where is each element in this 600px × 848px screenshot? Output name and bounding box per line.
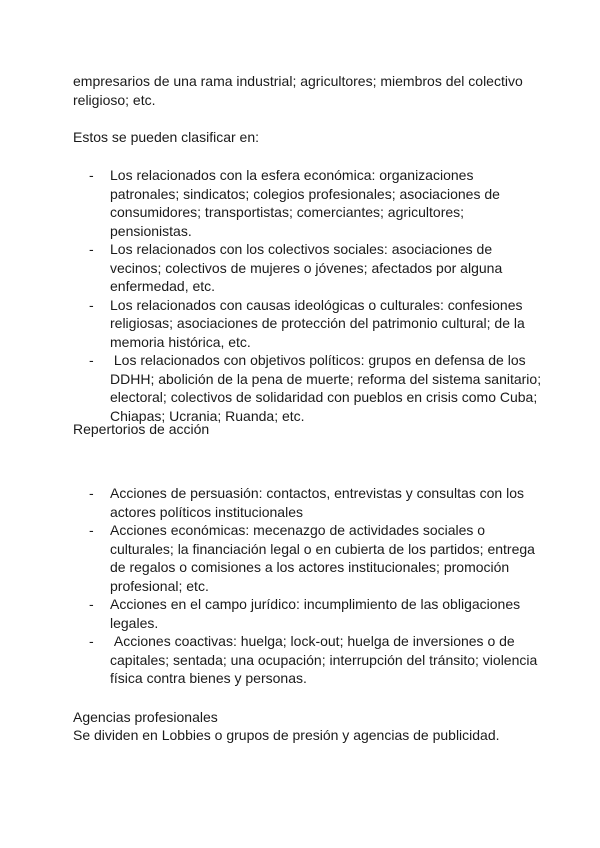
list-item-text: Acciones en el campo jurídico: incumplimiento de las obligaciones legales.	[110, 596, 521, 631]
agencies-text: Se dividen en Lobbies o grupos de presión y agencias de publicidad.	[73, 727, 500, 743]
repertoires-heading: Repertorios de acción	[73, 421, 210, 437]
list-item-text: Los relacionados con objetivos políticos: grupos en defensa de los DDHH; abolición de la pena de muerte; reforma del sistema sanitario; electoral; colectivos de solidaridad con pueblos en crisis como Cuba; Chiapas; Ucrania; Ruanda; etc.	[110, 352, 545, 424]
list-item	[73, 484, 543, 521]
dash-bullet: -	[89, 596, 94, 612]
dash-bullet: -	[89, 241, 94, 257]
list-item	[73, 166, 543, 240]
list-item-text: Acciones coactivas: huelga; lock-out; huelga de inversiones o de capitales; sentada; una ocupación; interrupción del tránsito; violencia física contra bienes y personas.	[110, 633, 542, 686]
intro-paragraph	[73, 72, 543, 109]
dash-bullet: -	[89, 167, 94, 183]
repertoire-list	[73, 484, 543, 688]
list-item	[73, 296, 543, 352]
dash-bullet: -	[89, 485, 94, 501]
list-item-text: Los relacionados con la esfera económica: organizaciones patronales; sindicatos; colegios profesionales; asociaciones de consumidores; transportistas; comerciantes; agricultores; pensionistas.	[110, 167, 500, 239]
list-item	[73, 595, 543, 632]
list-item-text: Acciones de persuasión: contactos, entrevistas y consultas con los actores políticos institucionales	[110, 485, 524, 520]
dash-bullet: -	[89, 633, 94, 649]
dash-bullet: -	[89, 522, 94, 538]
list-item	[73, 240, 543, 296]
list-item-text: Los relacionados con causas ideológicas o culturales: confesiones religiosas; asociaciones de protección del patrimonio cultural; de la memoria histórica, etc.	[110, 296, 525, 350]
list-item	[73, 632, 543, 688]
dash-bullet: -	[89, 296, 94, 313]
list-item	[73, 351, 543, 425]
list-item-text: Acciones económicas: mecenazgo de actividades sociales o culturales; la financiación legal o en cubierta de los partidos; entrega de regalos o comisiones a los actores institucionales; promoción profesional; etc.	[110, 522, 535, 594]
dash-bullet: -	[89, 352, 94, 368]
intro-line-2: religioso; etc.	[73, 91, 156, 108]
intro-line-1: empresarios de una rama industrial; agricultores; miembros del colectivo	[73, 73, 523, 89]
agencies-heading: Agencias profesionales	[73, 709, 218, 725]
list-item	[73, 521, 543, 595]
classify-heading: Estos se pueden clasificar en:	[73, 129, 259, 145]
list-item-text: Los relacionados con los colectivos sociales: asociaciones de vecinos; colectivos de mujeres o jóvenes; afectados por alguna enfermedad, etc.	[110, 241, 503, 294]
classify-list	[73, 166, 543, 425]
